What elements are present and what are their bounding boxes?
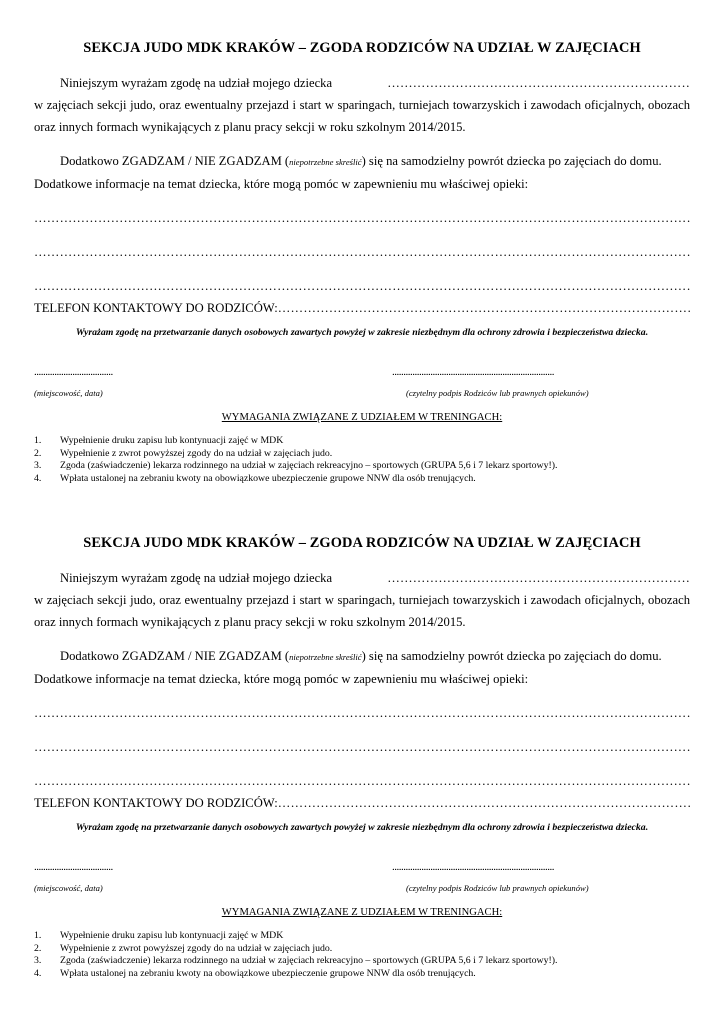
phone-field[interactable]: [278, 792, 690, 814]
return-home-statement: [34, 645, 690, 668]
phone-field[interactable]: [278, 297, 690, 319]
intro-rest: w zajęciach sekcji judo, oraz ewentualny przejazd i start w sparingach, turniejach towarzyskich i zawodach oficjalnych, obozach oraz innych formach wynikających z planu pracy sekcji w roku szkolnym 2014/2015.: [34, 98, 690, 134]
data-consent-text: Wyrażam zgodę na przetwarzanie danych osobowych zawartych powyżej w zakresie niezbędnym dla ochrony zdrowia i bezpieczeństwa dziecka.: [75, 327, 649, 338]
info-line-1[interactable]: [34, 702, 690, 724]
return-note: niepotrzebne skreślić: [289, 157, 362, 167]
form-title: SEKCJA JUDO MDK KRAKÓW – ZGODA RODZICÓW NA UDZIAŁ W ZAJĘCIACH: [83, 40, 641, 56]
child-name-field[interactable]: [361, 567, 690, 589]
signature-field[interactable]: ........................................................................: [392, 861, 554, 873]
requirements-list: [34, 930, 690, 980]
signature-field[interactable]: ........................................................................: [392, 366, 554, 378]
child-name-field[interactable]: [361, 72, 690, 94]
phone-label: TELEFON KONTAKTOWY DO RODZICÓW:: [34, 301, 278, 315]
signature-caption: (czytelny podpis Rodziców lub prawnych opiekunów): [406, 388, 589, 398]
info-line-3[interactable]: [34, 275, 690, 297]
caption-row: [34, 883, 690, 897]
place-date-caption: (miejscowość, data): [34, 883, 103, 893]
list-item: 1. Wypełnienie druku zapisu lub kontynuacji zajęć w MDK: [34, 435, 284, 446]
list-item: 3. Zgoda (zaświadczenie) lekarza rodzinnego na udział w zajęciach rekreacyjno – sportowych (GRUPA 5,6 i 7 lekarz sportowy!).: [34, 955, 558, 966]
list-item: 4. Wpłata ustalonej na zebraniu kwoty na obowiązkowe ubezpieczenie grupowe NNW dla osób trenujących.: [34, 472, 476, 484]
list-item: 1. Wypełnienie druku zapisu lub kontynuacji zajęć w MDK: [34, 930, 284, 941]
intro-prefix: Niniejszym wyrażam zgodę na udział mojego dziecka: [60, 571, 333, 585]
list-item: 2. Wypełnienie z zwrot powyższej zgody do na udział w zajęciach judo.: [34, 942, 333, 954]
info-label: Dodatkowe informacje na temat dziecka, które mogą pomóc w zapewnieniu mu właściwej opieki:: [34, 672, 529, 686]
info-line-2[interactable]: [34, 736, 690, 758]
return-home-statement: [34, 150, 690, 173]
place-date-field[interactable]: ...................................: [34, 861, 113, 873]
phone-line: [34, 792, 690, 814]
consent-form-2: [34, 533, 690, 980]
phone-label: TELEFON KONTAKTOWY DO RODZICÓW:: [34, 796, 278, 810]
intro-rest: w zajęciach sekcji judo, oraz ewentualny przejazd i start w sparingach, turniejach towarzyskich i zawodach oficjalnych, obozach oraz innych formach wynikających z planu pracy sekcji w roku szkolnym 2014/2015.: [34, 593, 690, 629]
caption-row: [34, 388, 690, 402]
return-prefix: Dodatkowo ZGADZAM / NIE ZGADZAM (: [60, 154, 290, 168]
return-suffix: ) się na samodzielny powrót dziecka po zajęciach do domu.: [361, 649, 662, 663]
signature-row: [34, 861, 690, 875]
intro-prefix: Niniejszym wyrażam zgodę na udział mojego dziecka: [60, 76, 333, 90]
child-name-line: [34, 72, 690, 94]
return-note: niepotrzebne skreślić: [289, 652, 362, 662]
return-prefix: Dodatkowo ZGADZAM / NIE ZGADZAM (: [60, 649, 290, 663]
requirements-list: [34, 435, 690, 485]
requirements-title: WYMAGANIA ZWIĄZANE Z UDZIAŁEM W TRENINGACH:: [221, 907, 503, 918]
list-item: 3. Zgoda (zaświadczenie) lekarza rodzinnego na udział w zajęciach rekreacyjno – sportowych (GRUPA 5,6 i 7 lekarz sportowy!).: [34, 460, 558, 471]
return-suffix: ) się na samodzielny powrót dziecka po zajęciach do domu.: [361, 154, 662, 168]
child-name-line: [34, 567, 690, 589]
form-title: SEKCJA JUDO MDK KRAKÓW – ZGODA RODZICÓW NA UDZIAŁ W ZAJĘCIACH: [83, 535, 641, 551]
place-date-field[interactable]: ...................................: [34, 366, 113, 378]
consent-form-1: [34, 38, 690, 485]
requirements-title: WYMAGANIA ZWIĄZANE Z UDZIAŁEM W TRENINGACH:: [221, 412, 503, 423]
info-line-3[interactable]: [34, 770, 690, 792]
list-item: 4. Wpłata ustalonej na zebraniu kwoty na obowiązkowe ubezpieczenie grupowe NNW dla osób trenujących.: [34, 967, 476, 979]
data-consent-text: Wyrażam zgodę na przetwarzanie danych osobowych zawartych powyżej w zakresie niezbędnym dla ochrony zdrowia i bezpieczeństwa dziecka.: [75, 822, 649, 833]
phone-line: [34, 297, 690, 319]
info-line-1[interactable]: [34, 207, 690, 229]
info-label: Dodatkowe informacje na temat dziecka, które mogą pomóc w zapewnieniu mu właściwej opieki:: [34, 177, 529, 191]
signature-caption: (czytelny podpis Rodziców lub prawnych opiekunów): [406, 883, 589, 893]
signature-row: [34, 366, 690, 380]
list-item: 2. Wypełnienie z zwrot powyższej zgody do na udział w zajęciach judo.: [34, 447, 333, 459]
place-date-caption: (miejscowość, data): [34, 388, 103, 398]
info-line-2[interactable]: [34, 241, 690, 263]
